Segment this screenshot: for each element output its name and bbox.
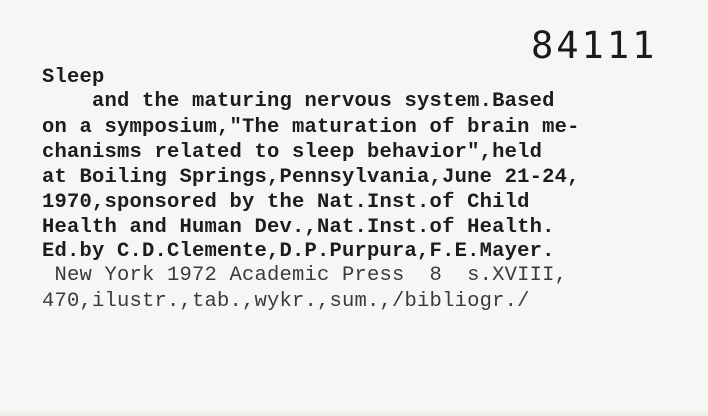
entry-heading: Sleep	[42, 66, 105, 89]
entry-line-5: 1970,sponsored by the Nat.Inst.of Child	[42, 191, 530, 214]
entry-line-9: 470,ilustr.,tab.,wykr.,sum.,/bibliogr./	[42, 290, 530, 313]
entry-line-7: Ed.by C.D.Clemente,D.P.Purpura,F.E.Mayer.	[42, 240, 555, 263]
card-number: 84111	[531, 24, 658, 67]
card-edge	[0, 410, 708, 416]
entry-line-2: on a symposium,"The maturation of brain me-	[42, 116, 580, 139]
entry-line-6: Health and Human Dev.,Nat.Inst.of Health.	[42, 216, 555, 239]
entry-line-4: at Boiling Springs,Pennsylvania,June 21-24,	[42, 166, 580, 189]
entry-line-8: New York 1972 Academic Press 8 s.XVIII,	[42, 264, 568, 287]
entry-line-1: and the maturing nervous system.Based	[42, 90, 555, 113]
entry-line-3: chanisms related to sleep behavior",held	[42, 141, 543, 164]
